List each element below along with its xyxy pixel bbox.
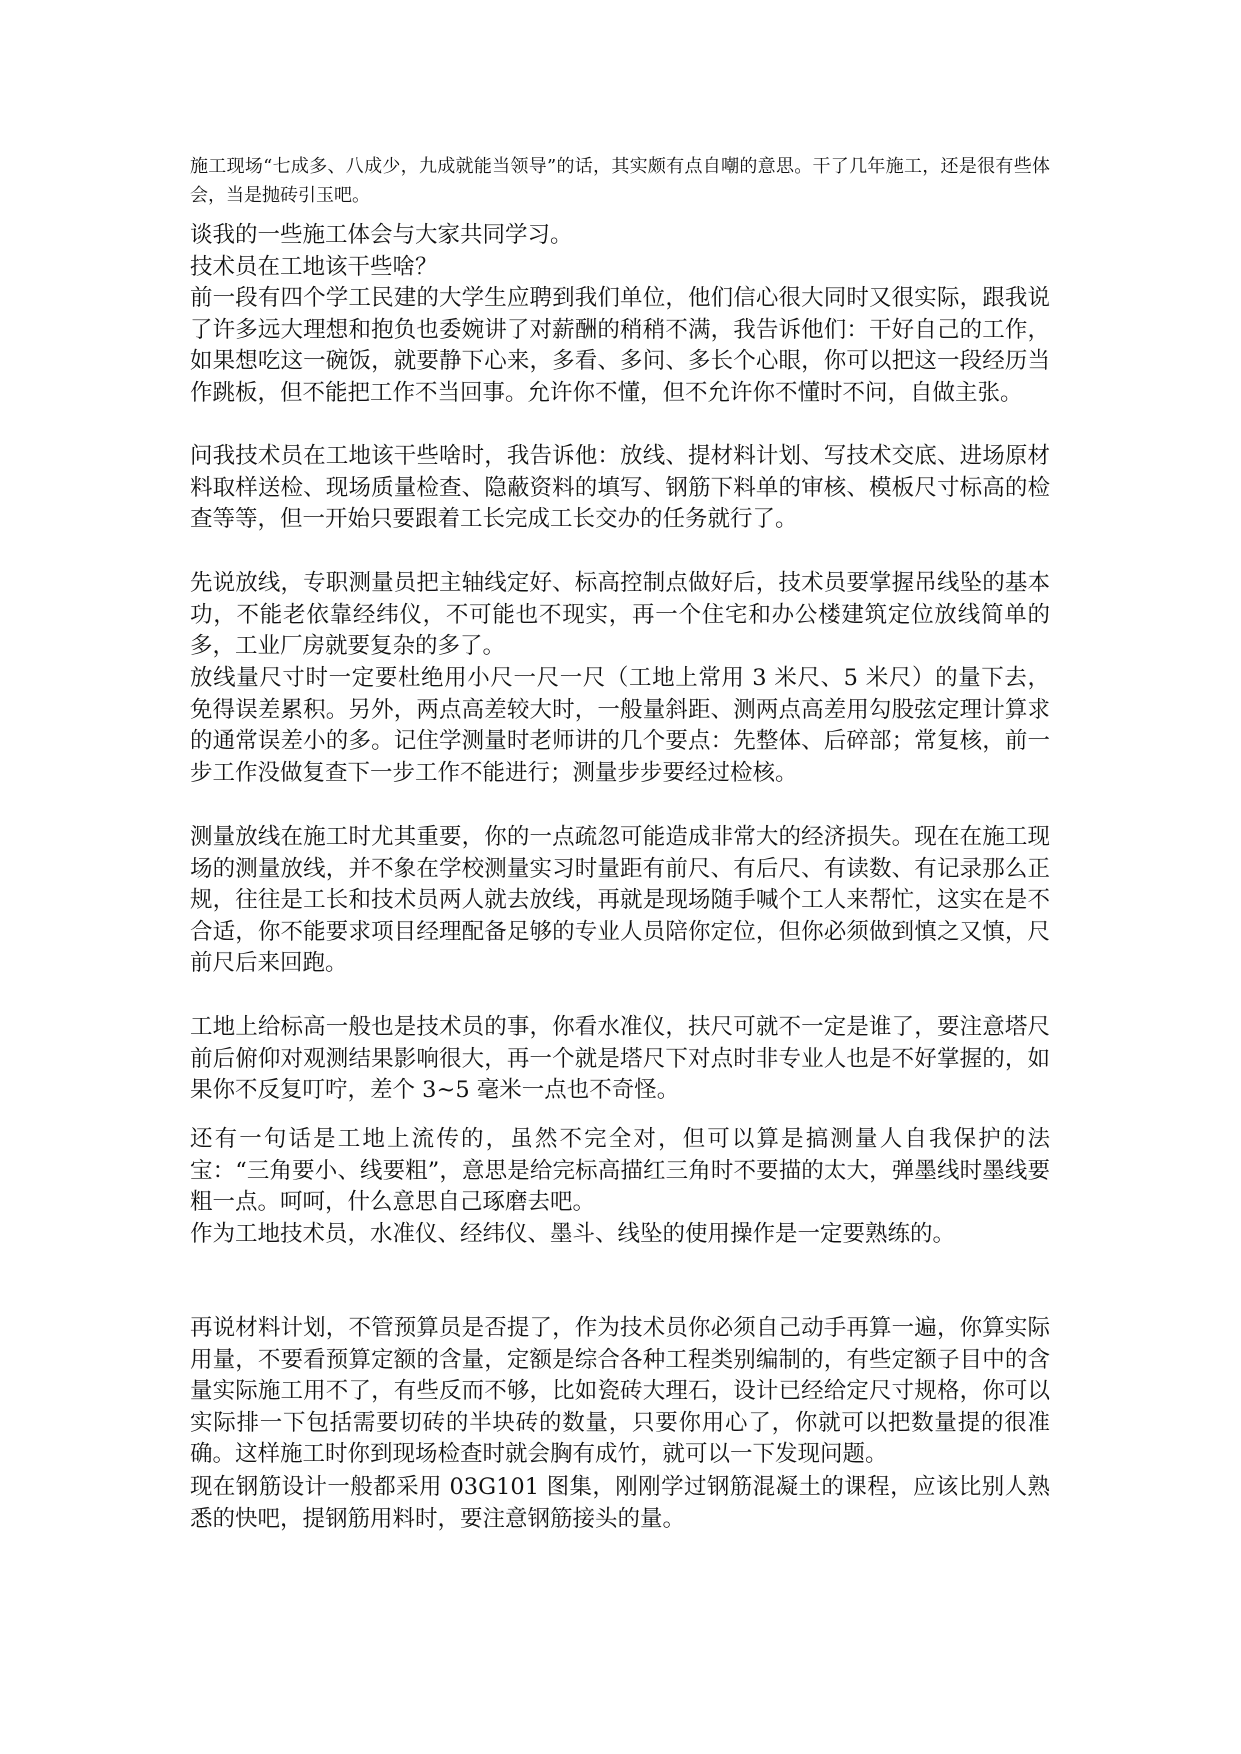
paragraph-students: 前一段有四个学工民建的大学生应聘到我们单位，他们信心很大同时又很实际，跟我说了许多远大理想和抱负也委婉讲了对薪酬的稍稍不满，我告诉他们：干好自己的工作，如果想吃这一碗饭，就要静下心来，多看、多问、多长个心眼，你可以把这一段经历当作跳板，但不能把工作不当回事。允许你不懂，但不允许你不懂时不问，自做主张。 [190,285,1050,406]
paragraph-saying: 还有一句话是工地上流传的，虽然不完全对，但可以算是搞测量人自我保护的法宝：“三角要小、线要粗”，意思是给完标高描红三角时不要描的太大，弹墨线时墨线要粗一点。呵呵，什么意思自己琢磨去吧。 [190,1126,1050,1215]
paragraph-duties: 问我技术员在工地该干些啥时，我告诉他：放线、提材料计划、写技术交底、进场原材料取样送检、现场质量检查、隐蔽资料的填写、钢筋下料单的审核、模板尺寸标高的检查等等，但一开始只要跟着工长完成工长交办的任务就行了。 [190,443,1050,532]
paragraph-purpose: 谈我的一些施工体会与大家共同学习。 [190,222,573,248]
paragraph-elevation: 工地上给标高一般也是技术员的事，你看水准仪，扶尺可就不一定是谁了，要注意塔尺前后俯仰对观测结果影响很大，再一个就是塔尺下对点时非专业人也是不好掌握的，如果你不反复叮咛，差个 3~5 毫米一点也不奇怪。 [190,1014,1050,1103]
paragraph-surveying-importance: 测量放线在施工时尤其重要，你的一点疏忽可能造成非常大的经济损失。现在在施工现场的测量放线，并不象在学校测量实习时量距有前尺、有后尺、有读数、有记录那么正规，往往是工长和技术员两人就去放线，再就是现场随手喊个工人来帮忙，这实在是不合适，你不能要求项目经理配备足够的专业人员陪你定位，但你必须做到慎之又慎，尺前尺后来回跑。 [190,824,1050,976]
section-heading: 技术员在工地该干些啥？ [190,254,438,280]
paragraph-instruments: 作为工地技术员，水准仪、经纬仪、墨斗、线坠的使用操作是一定要熟练的。 [190,1221,956,1247]
paragraph-measuring: 放线量尺寸时一定要杜绝用小尺一尺一尺（工地上常用 3 米尺、5 米尺）的量下去，免得误差累积。另外，两点高差较大时，一般量斜距、测两点高差用勾股弦定理计算求的通常误差小的多。记住学测量时老师讲的几个要点：先整体、后碎部；常复核，前一步工作没做复查下一步工作不能进行；测量步步要经过检核。 [190,665,1050,786]
paragraph-intro: 施工现场“七成多、八成少，九成就能当领导”的话，其实颇有点自嘲的意思。干了几年施工，还是很有些体会，当是抛砖引玉吧。 [190,156,1050,206]
paragraph-material-plan: 再说材料计划，不管预算员是否提了，作为技术员你必须自己动手再算一遍，你算实际用量，不要看预算定额的含量，定额是综合各种工程类别编制的，有些定额子目中的含量实际施工用不了，有些反而不够，比如瓷砖大理石，设计已经给定尺寸规格，你可以实际排一下包括需要切砖的半块砖的数量，只要你用心了，你就可以把数量提的很准确。这样施工时你到现场检查时就会胸有成竹，就可以一下发现问题。 [190,1315,1050,1467]
paragraph-layout-lines: 先说放线，专职测量员把主轴线定好、标高控制点做好后，技术员要掌握吊线坠的基本功，不能老依靠经纬仪，不可能也不现实，再一个住宅和办公楼建筑定位放线简单的多，工业厂房就要复杂的多了。 [190,570,1050,659]
paragraph-rebar: 现在钢筋设计一般都采用 03G101 图集，刚刚学过钢筋混凝土的课程，应该比别人熟悉的快吧，提钢筋用料时，要注意钢筋接头的量。 [190,1474,1050,1532]
